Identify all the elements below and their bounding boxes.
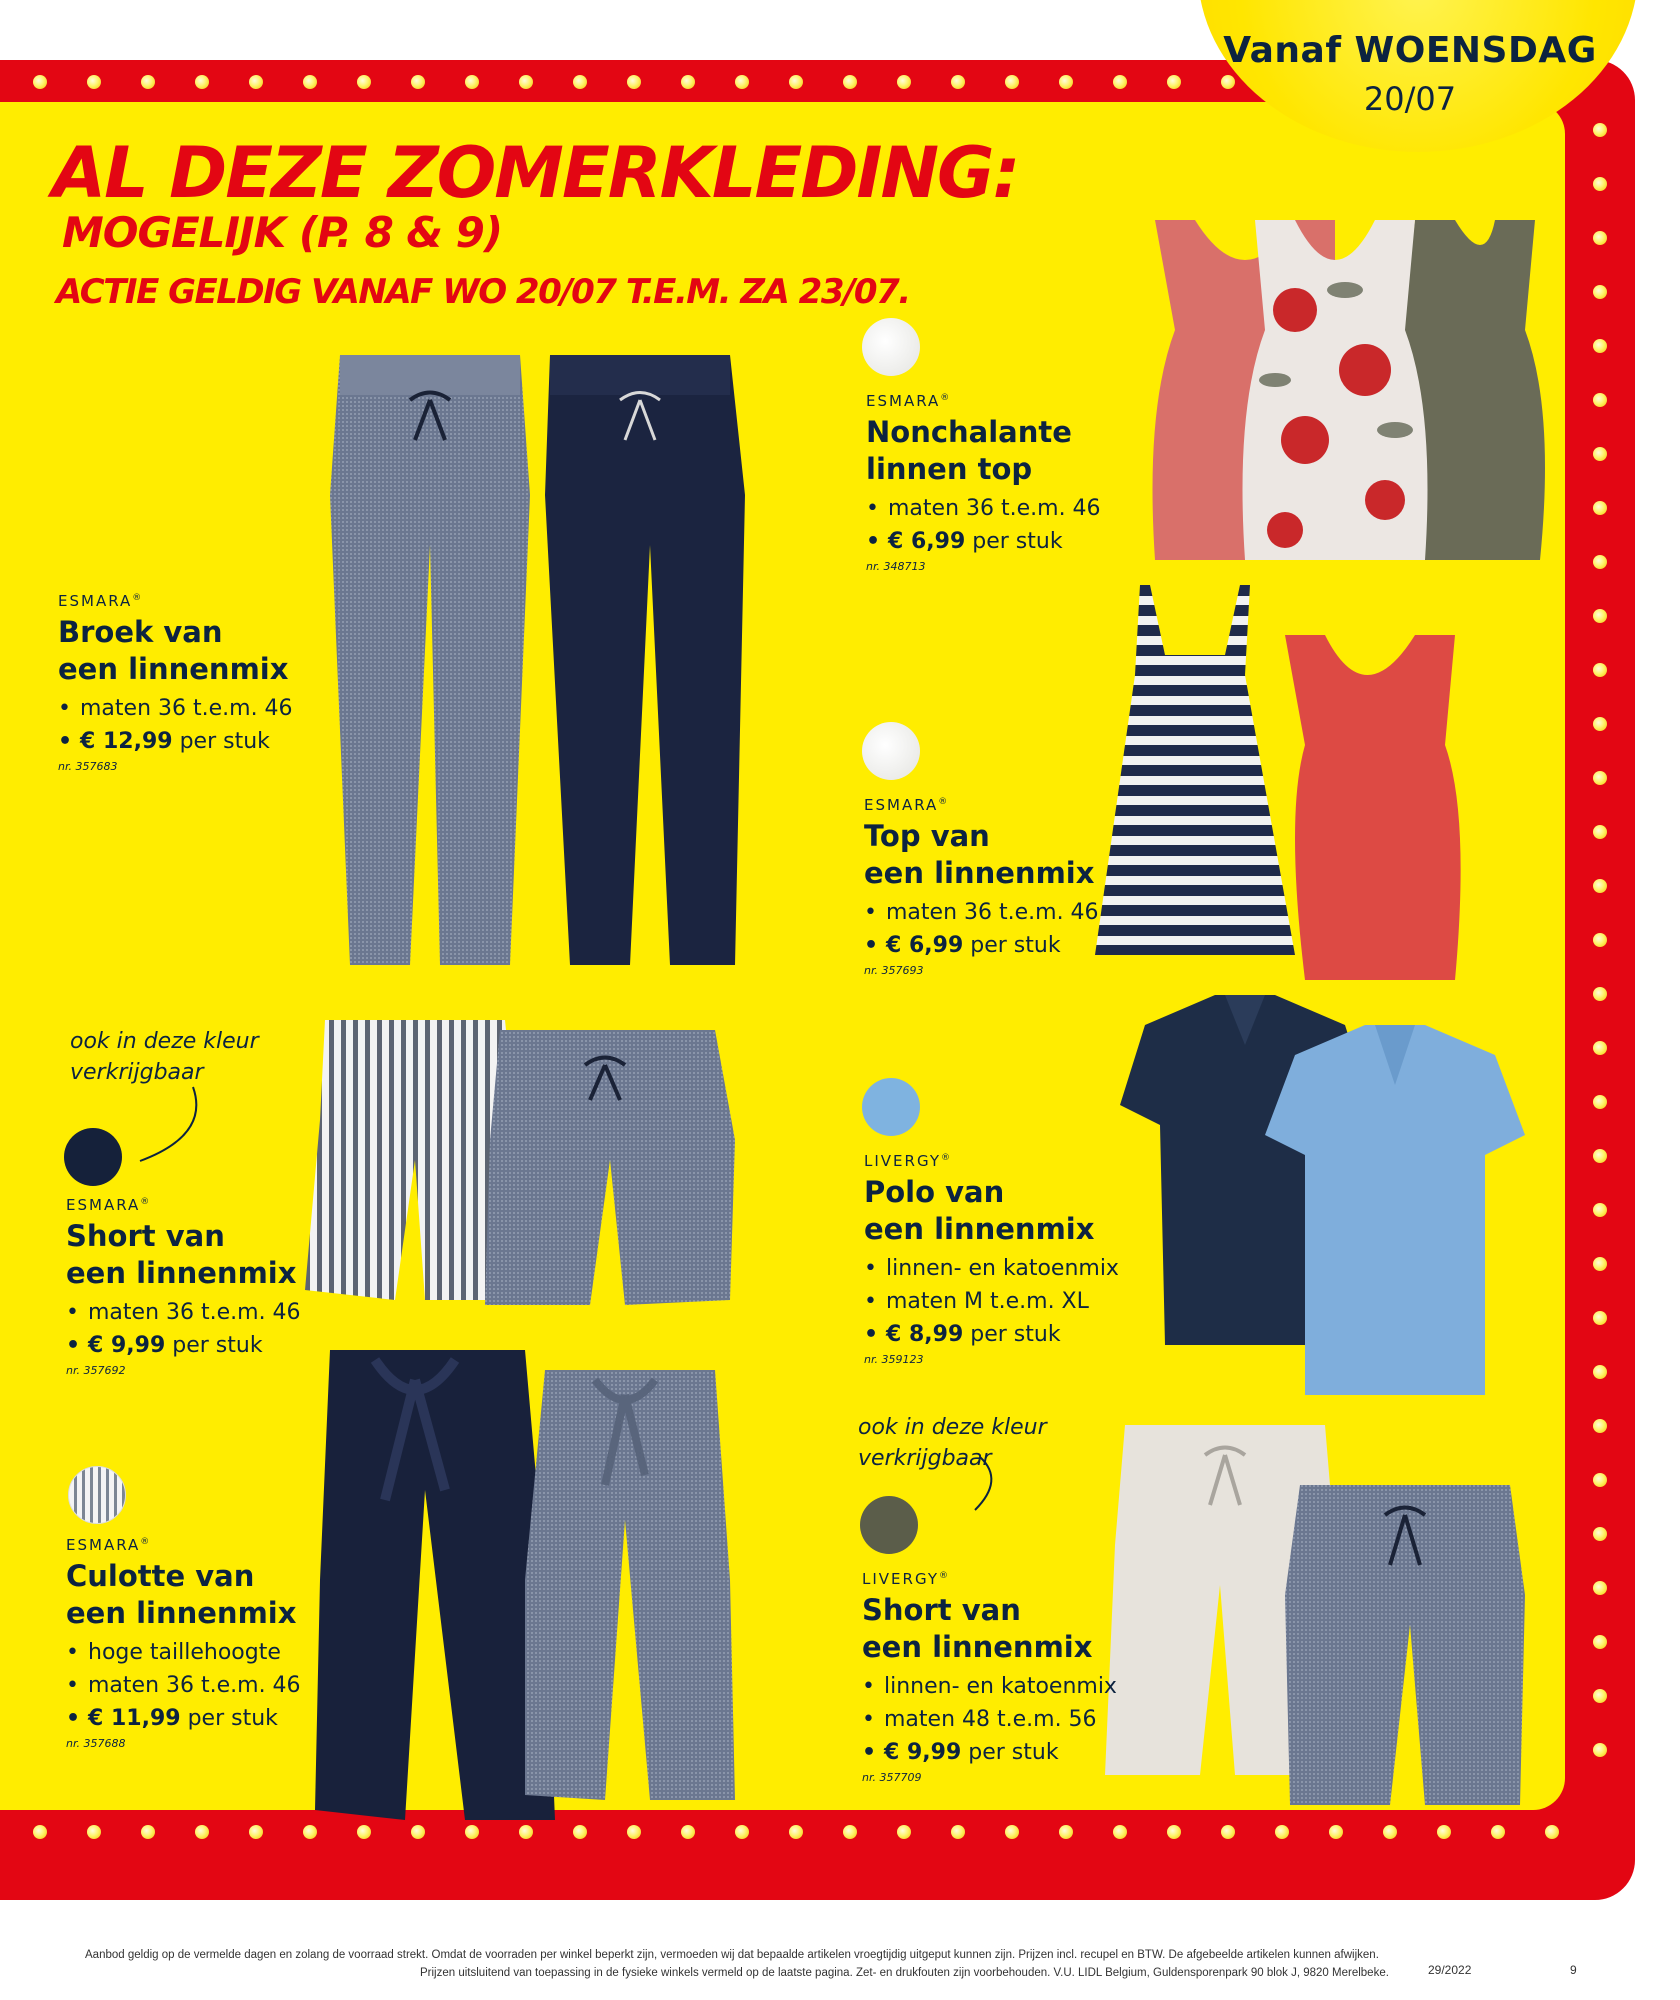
arrow-curve xyxy=(970,1455,1010,1515)
marquee-bulb xyxy=(1593,1473,1607,1487)
product-short-heren: LIVERGY® Short van een linnenmix • linnen- en katoenmix • maten 48 t.e.m. 56 • € 9,99 per stuk nr. 357709 xyxy=(862,1570,1182,1784)
marquee-bulb xyxy=(1437,1825,1451,1839)
brand: ESMARA xyxy=(58,592,133,610)
feature: • hoge taillehoogte xyxy=(66,1640,281,1665)
article-number: nr. 357688 xyxy=(66,1737,126,1750)
feature: • maten 36 t.e.m. 46 xyxy=(66,1673,301,1698)
marquee-bulb xyxy=(1593,1095,1607,1109)
edition-code: 29/2022 xyxy=(1428,1963,1472,1977)
marquee-bulb xyxy=(843,75,857,89)
product-name: Broek van een linnenmix xyxy=(58,615,289,686)
marquee-bulb xyxy=(1167,75,1181,89)
marquee-bulb xyxy=(1593,1257,1607,1271)
article-number: nr. 357692 xyxy=(66,1364,126,1377)
product-name: Top van een linnenmix xyxy=(864,819,1095,890)
article-number: nr. 357683 xyxy=(58,760,118,773)
product-name: Culotte van een linnenmix xyxy=(66,1559,297,1630)
subheadline: MOGELIJK (P. 8 & 9) xyxy=(62,208,503,257)
marquee-bulb xyxy=(519,75,533,89)
marquee-bulb xyxy=(1593,177,1607,191)
product-short-dames: ESMARA® Short van een linnenmix • maten 36 t.e.m. 46 • € 9,99 per stuk nr. 357692 xyxy=(66,1196,386,1377)
footer-disclaimer-2: Prijzen uitsluitend van toepassing in de fysieke winkels vermeld op de laatste pagina. Zet- en drukfouten zijn voorbehouden. V.U. LIDL Belgium, Guldensporenpark 90 blok J, 9820 Merelbeke. xyxy=(420,1967,1389,1979)
marquee-bulb xyxy=(1059,1825,1073,1839)
marquee-bulb xyxy=(1593,1689,1607,1703)
marquee-bulb xyxy=(1593,393,1607,407)
marquee-bulb xyxy=(1593,933,1607,947)
marquee-bulb xyxy=(1593,825,1607,839)
validity-text: ACTIE GELDIG VANAF WO 20/07 T.E.M. ZA 23/07. xyxy=(56,272,910,312)
marquee-bulb xyxy=(951,75,965,89)
feature: • maten 36 t.e.m. 46 xyxy=(864,900,1099,925)
price: • € 9,99 per stuk xyxy=(862,1740,1059,1765)
product-linnen-top: ESMARA® Nonchalante linnen top • maten 36 t.e.m. 46 • € 6,99 per stuk nr. 348713 xyxy=(866,392,1186,573)
feature: • linnen- en katoenmix xyxy=(864,1256,1119,1281)
feature: • maten 48 t.e.m. 56 xyxy=(862,1707,1097,1732)
marquee-bulb xyxy=(411,75,425,89)
product-name: Short van een linnenmix xyxy=(862,1593,1093,1664)
marquee-bulb xyxy=(1593,1581,1607,1595)
feature: • maten M t.e.m. XL xyxy=(864,1289,1089,1314)
marquee-bulb xyxy=(1545,1825,1559,1839)
marquee-bulb xyxy=(1593,879,1607,893)
marquee-bulb xyxy=(1593,123,1607,137)
marquee-bulb xyxy=(465,75,479,89)
feature: • maten 36 t.e.m. 46 xyxy=(66,1300,301,1325)
marquee-bulb xyxy=(1491,1825,1505,1839)
marquee-bulb xyxy=(1593,717,1607,731)
marquee-bulb xyxy=(1593,771,1607,785)
arrow-curve xyxy=(135,1085,205,1165)
price: • € 11,99 per stuk xyxy=(66,1706,278,1731)
marquee-bulb xyxy=(1005,1825,1019,1839)
price: • € 8,99 per stuk xyxy=(864,1322,1061,1347)
marquee-bulb xyxy=(1593,1203,1607,1217)
marquee-bulb xyxy=(141,75,155,89)
article-number: nr. 359123 xyxy=(864,1353,924,1366)
marquee-bulb xyxy=(357,75,371,89)
marquee-bulb xyxy=(1593,1365,1607,1379)
marquee-bulb xyxy=(1005,75,1019,89)
feature: • maten 36 t.e.m. 46 xyxy=(866,496,1101,521)
marquee-bulb xyxy=(33,1825,47,1839)
marquee-bulb xyxy=(87,1825,101,1839)
footer-disclaimer-1: Aanbod geldig op de vermelde dagen en zolang de voorraad strekt. Omdat de voorraden per winkel beperkt zijn, vermoeden wij dat bepaalde artikelen vroegtijdig uitgeput kunnen zijn. Prijzen incl. recupel en BTW. De afgebeelde artikelen kunnen afwijken. xyxy=(85,1949,1379,1961)
marquee-bulb xyxy=(789,75,803,89)
feature: • linnen- en katoenmix xyxy=(862,1674,1117,1699)
brand: LIVERGY xyxy=(864,1152,941,1170)
marquee-bulb xyxy=(1593,447,1607,461)
marquee-bulb xyxy=(1593,501,1607,515)
article-number: nr. 357709 xyxy=(862,1771,922,1784)
product-broek: ESMARA® Broek van een linnenmix • maten 36 t.e.m. 46 • € 12,99 per stuk nr. 357683 xyxy=(58,592,378,773)
marquee-bulb xyxy=(1593,339,1607,353)
marquee-bulb xyxy=(1593,1041,1607,1055)
marquee-bulb xyxy=(735,75,749,89)
marquee-bulb xyxy=(249,75,263,89)
marquee-bulb xyxy=(627,75,641,89)
badge-day: Vanaf WOENSDAG xyxy=(1223,30,1597,71)
marquee-bulb xyxy=(1275,1825,1289,1839)
marquee-bulb xyxy=(1593,663,1607,677)
brand: ESMARA xyxy=(866,392,941,410)
color-note: ook in deze kleur verkrijgbaar xyxy=(70,1029,259,1085)
marquee-bulb xyxy=(33,75,47,89)
product-polo: LIVERGY® Polo van een linnenmix • linnen- en katoenmix • maten M t.e.m. XL • € 8,99 per stuk nr. 359123 xyxy=(864,1152,1184,1366)
product-name: Short van een linnenmix xyxy=(66,1219,297,1290)
marquee-bulb xyxy=(897,1825,911,1839)
brand: ESMARA xyxy=(864,796,939,814)
price: • € 6,99 per stuk xyxy=(864,933,1061,958)
product-top-linnenmix: ESMARA® Top van een linnenmix • maten 36 t.e.m. 46 • € 6,99 per stuk nr. 357693 xyxy=(864,796,1184,977)
marquee-bulb xyxy=(1113,1825,1127,1839)
marquee-bulb xyxy=(1059,75,1073,89)
marquee-bulb xyxy=(1167,1825,1181,1839)
marquee-bulb xyxy=(195,75,209,89)
brand: LIVERGY xyxy=(862,1570,939,1588)
marquee-bulb xyxy=(1113,75,1127,89)
linen-trousers-image xyxy=(330,345,750,985)
marquee-bulb xyxy=(249,1825,263,1839)
marquee-bulb xyxy=(303,75,317,89)
color-swatch-olive xyxy=(860,1496,918,1554)
marquee-bulb xyxy=(843,1825,857,1839)
color-swatch-light-blue xyxy=(862,1078,920,1136)
price: • € 6,99 per stuk xyxy=(866,529,1063,554)
marquee-bulb xyxy=(1593,1149,1607,1163)
page-number: 9 xyxy=(1570,1963,1577,1977)
linen-tank-tops-image xyxy=(1135,210,1555,570)
marquee-bulb xyxy=(1329,1825,1343,1839)
marquee-bulb xyxy=(1593,1311,1607,1325)
price: • € 12,99 per stuk xyxy=(58,729,270,754)
article-number: nr. 357693 xyxy=(864,964,924,977)
marquee-bulb xyxy=(1593,609,1607,623)
color-swatch-striped xyxy=(68,1466,126,1524)
marquee-bulb xyxy=(1593,555,1607,569)
marquee-bulb xyxy=(573,75,587,89)
article-number: nr. 348713 xyxy=(866,560,926,573)
marquee-bulb xyxy=(1593,1527,1607,1541)
marquee-bulb xyxy=(141,1825,155,1839)
marquee-bulb xyxy=(1593,1635,1607,1649)
color-swatch-navy xyxy=(64,1128,122,1186)
marquee-bulb xyxy=(1221,1825,1235,1839)
brand: ESMARA xyxy=(66,1536,141,1554)
marquee-bulb xyxy=(1383,1825,1397,1839)
marquee-bulb xyxy=(789,1825,803,1839)
marquee-bulb xyxy=(897,75,911,89)
marquee-bulb xyxy=(735,1825,749,1839)
color-note: ook in deze kleur verkrijgbaar xyxy=(858,1415,1047,1471)
price: • € 9,99 per stuk xyxy=(66,1333,263,1358)
color-swatch-white xyxy=(862,318,920,376)
marquee-bulb xyxy=(951,1825,965,1839)
brand: ESMARA xyxy=(66,1196,141,1214)
marquee-bulb xyxy=(1593,987,1607,1001)
product-culotte: ESMARA® Culotte van een linnenmix • hoge taillehoogte • maten 36 t.e.m. 46 • € 11,99 per stuk nr. 357688 xyxy=(66,1536,386,1750)
marquee-bulb xyxy=(195,1825,209,1839)
product-name: Polo van een linnenmix xyxy=(864,1175,1095,1246)
feature: • maten 36 t.e.m. 46 xyxy=(58,696,293,721)
headline: AL DEZE ZOMERKLEDING: xyxy=(52,132,1019,214)
color-swatch-white xyxy=(862,722,920,780)
product-name: Nonchalante linnen top xyxy=(866,415,1072,486)
marquee-bulb xyxy=(1593,1419,1607,1433)
marquee-bulb xyxy=(681,75,695,89)
marquee-bulb xyxy=(1593,231,1607,245)
marquee-bulb xyxy=(1593,1743,1607,1757)
marquee-bulb xyxy=(87,75,101,89)
marquee-bulb xyxy=(1593,285,1607,299)
badge-date: 20/07 xyxy=(1363,80,1457,118)
